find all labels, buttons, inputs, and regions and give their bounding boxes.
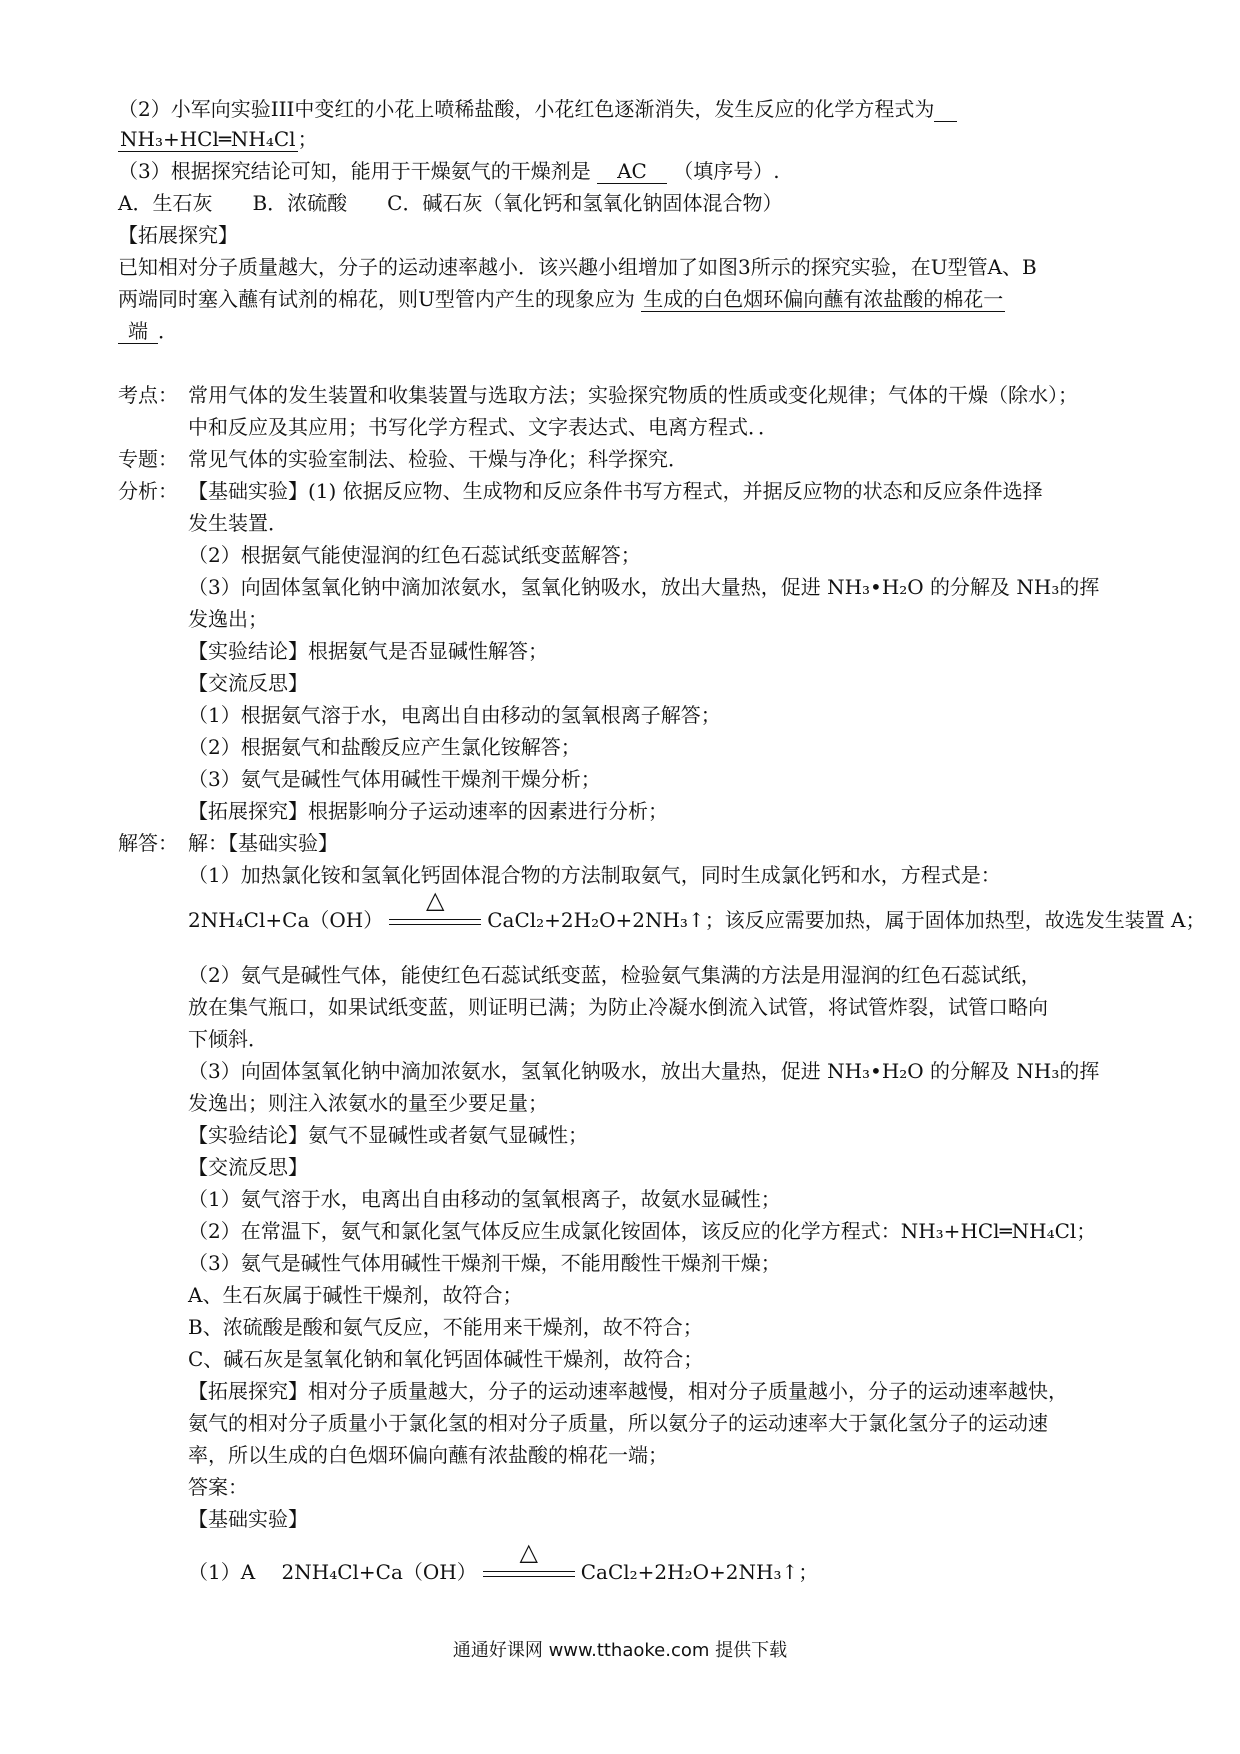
question-3-options: A．生石灰 B．浓硫酸 C．碱石灰（氧化钙和氢氧化钠固体混合物） [118,191,783,215]
solution-line-5: 下倾斜． [188,1027,268,1051]
solution-line-15: C、碱石灰是氢氧化钠和氧化钙固体碱性干燥剂，故符合； [188,1347,704,1371]
label-fenxi: 分析： [118,479,178,503]
extension-text-3: 端 ． [118,319,178,343]
label-kaodian: 考点： [118,383,178,407]
solution-line-14: B、浓硫酸是酸和氨气反应，不能用来干燥剂，故不符合； [188,1315,703,1339]
solution-line-20: 【基础实验】 [188,1507,308,1531]
analysis-line-9: （2）根据氨气和盐酸反应产生氯化铵解答； [188,735,581,759]
equation-1: 2NH₄Cl+Ca（OH） △ CaCl₂+2H₂O+2NH₃↑；该反应需要加热，属于固体加热型，故选发生装置 A； [188,885,1206,932]
solution-line-16: 【拓展探究】相对分子质量越大，分子的运动速率越慢，相对分子质量越小，分子的运动速率越快， [188,1379,1068,1403]
solution-line-11: （2）在常温下，氨气和氯化氢气体反应生成氯化铵固体，该反应的化学方程式：NH₃+HCl═NH₄Cl； [188,1219,1097,1243]
solution-line-8: 【实验结论】氨气不显碱性或者氨气显碱性； [188,1123,588,1147]
equation-2: （1）A 2NH₄Cl+Ca（OH） △ CaCl₂+2H₂O+2NH₃↑； [188,1537,819,1584]
solution-line-7: 发逸出；则注入浓氨水的量至少要足量； [188,1091,548,1115]
kaodian-text-1: 常用气体的发生装置和收集装置与选取方法；实验探究物质的性质或变化规律；气体的干燥（除水）； [188,383,1078,407]
analysis-line-1: 【基础实验】(1) 依据反应物、生成物和反应条件书写方程式，并据反应物的状态和反应条件选择 [188,479,1043,503]
analysis-line-6: 【实验结论】根据氨气是否显碱性解答； [188,639,548,663]
section-heading-extension: 【拓展探究】 [118,223,238,247]
solution-line-18: 率，所以生成的白色烟环偏向蘸有浓盐酸的棉花一端； [188,1443,668,1467]
analysis-line-5: 发逸出； [188,607,268,631]
solution-line-6: （3）向固体氢氧化钠中滴加浓氨水，氢氧化钠吸水，放出大量热，促进 NH₃•H₂O 的分解及 NH₃的挥 [188,1059,1100,1083]
solution-line-13: A、生石灰属于碱性干燥剂，故符合； [188,1283,523,1307]
question-2-answer: NH₃+HCl═NH₄Cl [120,127,296,151]
question-3-text: （3）根据探究结论可知，能用于干燥氨气的干燥剂是 [118,159,591,183]
zhuanti-text: 常见气体的实验室制法、检验、干燥与净化；科学探究． [188,447,688,471]
kaodian-text-2: 中和反应及其应用；书写化学方程式、文字表达式、电离方程式．． [188,415,778,439]
analysis-line-10: （3）氨气是碱性气体用碱性干燥剂干燥分析； [188,767,601,791]
page-footer: 通通好课网 www.tthaoke.com 提供下载 [452,1640,788,1661]
extension-answer: 生成的白色烟环偏向蘸有浓盐酸的棉花一 [643,287,1004,311]
solution-line-10: （1）氨气溶于水，电离出自由移动的氢氧根离子，故氨水显碱性； [188,1187,781,1211]
analysis-line-8: （1）根据氨气溶于水，电离出自由移动的氢氧根离子解答； [188,703,721,727]
solution-line-9: 【交流反思】 [188,1155,308,1179]
solution-line-2: （1）加热氯化铵和氢氧化钙固体混合物的方法制取氨气，同时生成氯化钙和水，方程式是： [188,863,1001,887]
analysis-line-11: 【拓展探究】根据影响分子运动速率的因素进行分析； [188,799,668,823]
heating-arrow: △ [389,910,481,934]
label-jieda: 解答： [118,831,178,855]
solution-line-3: （2）氨气是碱性气体，能使红色石蕊试纸变蓝，检验氨气集满的方法是用湿润的红色石蕊试纸， [188,963,1041,987]
analysis-line-7: 【交流反思】 [188,671,308,695]
label-zhuanti: 专题： [118,447,178,471]
solution-line-1: 解：【基础实验】 [188,831,338,855]
question-3-answer: AC [597,159,667,184]
extension-text-2: 两端同时塞入蘸有试剂的棉花，则U型管内产生的现象应为 生成的白色烟环偏向蘸有浓盐酸的棉花一 [118,287,1004,311]
analysis-line-4: （3）向固体氢氧化钠中滴加浓氨水，氢氧化钠吸水，放出大量热，促进 NH₃•H₂O 的分解及 NH₃的挥 [188,575,1100,599]
heating-arrow: △ [483,1562,575,1586]
solution-line-17: 氨气的相对分子质量小于氯化氢的相对分子质量，所以氨分子的运动速率大于氯化氢分子的运动速 [188,1411,1048,1435]
analysis-line-2: 发生装置． [188,511,288,535]
analysis-line-3: （2）根据氨气能使湿润的红色石蕊试纸变蓝解答； [188,543,641,567]
question-2-text: （2）小军向实验III中变红的小花上喷稀盐酸，小花红色逐渐消失，发生反应的化学方程式为 [118,97,935,121]
solution-line-4: 放在集气瓶口，如果试纸变蓝，则证明已满；为防止冷凝水倒流入试管，将试管炸裂，试管口略向 [188,995,1048,1019]
solution-line-12: （3）氨气是碱性气体用碱性干燥剂干燥，不能用酸性干燥剂干燥； [188,1251,781,1275]
question-2-answer-line: NH₃+HCl═NH₄Cl ； [120,127,318,151]
solution-line-19: 答案： [188,1475,248,1499]
question-3-line: （3）根据探究结论可知，能用于干燥氨气的干燥剂是 AC （填序号）. [118,159,780,183]
extension-text-1: 已知相对分子质量越大，分子的运动速率越小．该兴趣小组增加了如图3所示的探究实验，在U型管A、B [118,255,1037,279]
question-2-line [118,97,957,121]
